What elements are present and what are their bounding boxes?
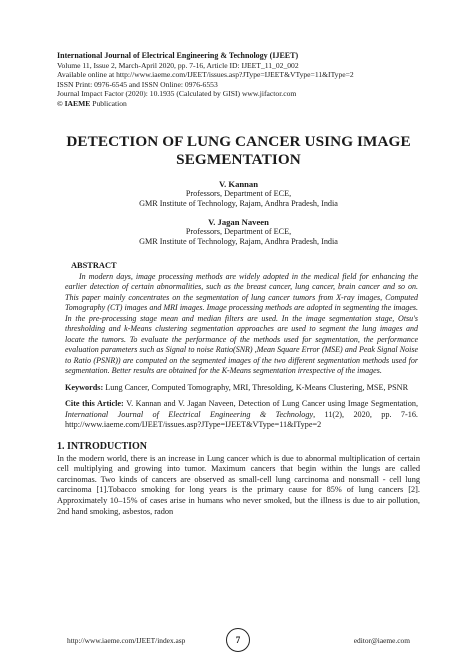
page-number: 7 — [226, 628, 250, 652]
page-footer — [57, 628, 420, 652]
abstract-heading: ABSTRACT — [71, 260, 117, 270]
journal-online: Available online at http://www.iaeme.com/IJEET/issues.asp?JType=IJEET&VType=11&IType=2 — [57, 70, 354, 80]
cite-url[interactable]: http://www.iaeme.com/IJEET/issues.asp?JType=IJEET&VType=11&IType=2 — [65, 420, 322, 430]
author-name: V. Jagan Naveen — [208, 216, 269, 227]
paper-title — [57, 133, 420, 169]
title-line-1: DETECTION OF LUNG CANCER USING IMAGE — [66, 132, 411, 150]
footer-url[interactable]: http://www.iaeme.com/IJEET/index.asp — [67, 636, 186, 645]
author-role: Professors, Department of ECE, — [185, 226, 292, 236]
keywords-text: Lung Cancer, Computed Tomography, MRI, Thresolding, K-Means Clustering, MSE, PSNR — [105, 382, 409, 392]
keywords — [57, 383, 420, 394]
cite-journal: International Journal of Electrical Engineering & Technology — [65, 409, 314, 419]
cite-authors-title: V. Kannan and V. Jagan Naveen, Detection of Lung Cancer using Image Segmentation, — [126, 399, 419, 409]
author-affiliation: GMR Institute of Technology, Rajam, Andhra Pradesh, India — [139, 236, 338, 246]
journal-publisher — [57, 99, 420, 109]
journal-name: International Journal of Electrical Engineering & Technology (IJEET) — [57, 51, 299, 60]
paper-page — [57, 51, 420, 517]
copyright: © IAEME — [57, 98, 91, 108]
intro-heading: 1. INTRODUCTION — [57, 440, 148, 452]
cite-details: , 11(2), 2020, pp. 7-16. — [313, 409, 418, 419]
title-line-2: SEGMENTATION — [176, 150, 301, 168]
intro-text: In the modern world, there is an increase in Lung cancer which is due to abnormal multiplication of certain cell multiplying and growing into tumor. Maximum cancers that begin within the lungs are called carcinomas. Two kinds of cancers are observed as small-cell lung carcinoma and nonsmall - cell lung carcinoma [1].Tobacco smoking for long years is the primary cause for 85% of lung cancers [2]. Approximately 10–15% of cases arise in humans who never smoked, but the illness is due to air pollution, 2nd hand smoking, asbestos, radon — [57, 453, 420, 516]
journal-impact: Journal Impact Factor (2020): 10.1935 (Calculated by GISI) www.jifactor.com — [57, 89, 297, 99]
journal-volume: Volume 11, Issue 2, March-April 2020, pp. 7-16, Article ID: IJEET_11_02_002 — [57, 60, 299, 70]
keywords-label: Keywords: — [65, 382, 104, 392]
publication-label: Publication — [92, 98, 127, 108]
author-name: V. Kannan — [218, 178, 258, 189]
abstract-text: In modern days, image processing methods are widely adopted in the medical field for enhancing the earlier detection of certain abnormalities, such as the breast cancer, lung cancer, brain cancer and so on. This paper mainly concentrates on the segmentation of lung cancer tumors from X-ray images, Computed Tomography (CT) images and MRI images. Image processing methods are adopted in segmenting the images. In the pre-processing stage mean and median filters are used. In the image segmentation stage, Otsu's thresholding and k-Means clustering segmentation approaches are used to segment the lung images and locate the tumors. To evaluate the performance of the methods used for segmentation, the performance evaluation parameters such as Signal to noise Ratio(SNR) ,Mean Square Error (MSE) and Peak Signal Noise to Ratio (PSNR)) are computed on the segmented images of the two different segmentation methods used for segmentation. Better results are obtained for the K-Means segmentation irrespective of the images. — [65, 271, 418, 376]
author-2 — [57, 217, 420, 247]
author-affiliation: GMR Institute of Technology, Rajam, Andhra Pradesh, India — [139, 198, 338, 208]
citation — [57, 399, 420, 431]
author-role: Professors, Department of ECE, — [185, 188, 292, 198]
cite-label: Cite this Article: — [65, 399, 124, 409]
journal-issn: ISSN Print: 0976-6545 and ISSN Online: 0976-6553 — [57, 79, 218, 89]
journal-header — [57, 51, 420, 109]
footer-email[interactable]: editor@iaeme.com — [353, 636, 410, 645]
author-1 — [57, 179, 420, 209]
